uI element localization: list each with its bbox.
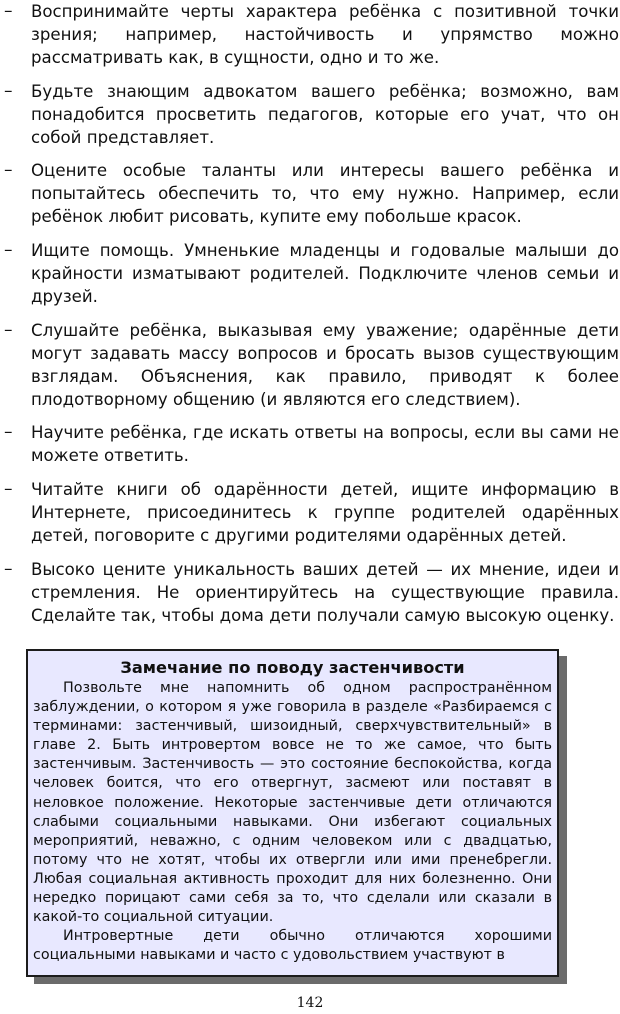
- bullet-dash: –: [4, 320, 13, 340]
- list-item-text: Воспринимайте черты характера ребёнка с позитивной точки зрения; например, настойчивость и упрямство можно рассматривать как, в сущности, одно и то же.: [31, 2, 619, 67]
- bullet-dash: –: [4, 559, 13, 579]
- bullet-dash: –: [4, 479, 13, 499]
- note-paragraph: Позвольте мне напомнить об одном распространённом заблуждении, о котором я уже говорила в разделе «Разбираемся с терминами: застенчивый, шизоидный, сверхчувствительный» в главе 2. Быть интровертом вовсе не то же самое, что быть застенчивым. Застенчивость — это состояние беспокойства, когда человек боится, что его отвергнут, засмеют или поставят в неловкое положение. Некоторые застенчивые дети отличаются слабыми социальными навыками. Они избегают социальных мероприятий, неважно, с одним человеком или с двадцатью, потому что не хотят, чтобы их отвергли или ими пренебрегли. Любая социальная активность проходит для них болезненно. Они нередко порицают сами себя за то, что сделали или сказали в какой-то социальной ситуации.: [33, 680, 552, 926]
- note-paragraph: Интровертные дети обычно отличаются хорошими социальными навыками и часто с удовольствием участвуют в: [33, 928, 552, 964]
- list-item-text: Будьте знающим адвокатом вашего ребёнка; возможно, вам понадобится просветить педагогов, которые его учат, что он собой представляет.: [31, 82, 619, 147]
- bullet-dash: –: [4, 1, 13, 21]
- list-item-text: Оцените особые таланты или интересы вашего ребёнка и попытайтесь обеспечить то, что ему нужно. Например, если ребёнок любит рисовать, купите ему побольше красок.: [31, 161, 619, 226]
- bullet-dash: –: [4, 240, 13, 260]
- note-title: Замечание по поводу застенчивости: [120, 658, 465, 677]
- list-item-text: Ищите помощь. Умненькие младенцы и годовалые малыши до крайности изматывают родителей. Подключите членов семьи и друзей.: [31, 241, 619, 306]
- page-number: 142: [296, 995, 324, 1011]
- bullet-dash: –: [4, 81, 13, 101]
- list-item-text: Научите ребёнка, где искать ответы на вопросы, если вы сами не можете ответить.: [31, 423, 619, 465]
- list-item-text: Читайте книги об одарённости детей, ищите информацию в Интернете, присоединитесь к группе родителей одарённых детей, поговорите с другими родителями одарённых детей.: [31, 480, 619, 545]
- bullet-dash: –: [4, 160, 13, 180]
- bullet-dash: –: [4, 422, 13, 442]
- note-box: [26, 649, 559, 977]
- list-item-text: Высоко цените уникальность ваших детей — их мнение, идеи и стремления. Не ориентируйтесь на существующие правила. Сделайте так, чтобы дома дети получали самую высокую оценку.: [31, 560, 619, 625]
- list-item-text: Слушайте ребёнка, выказывая ему уважение; одарённые дети могут задавать массу вопросов и бросать вызов существующим взглядам. Объяснения, как правило, приводят к более плодотворному общению (и являются его следствием).: [31, 321, 619, 409]
